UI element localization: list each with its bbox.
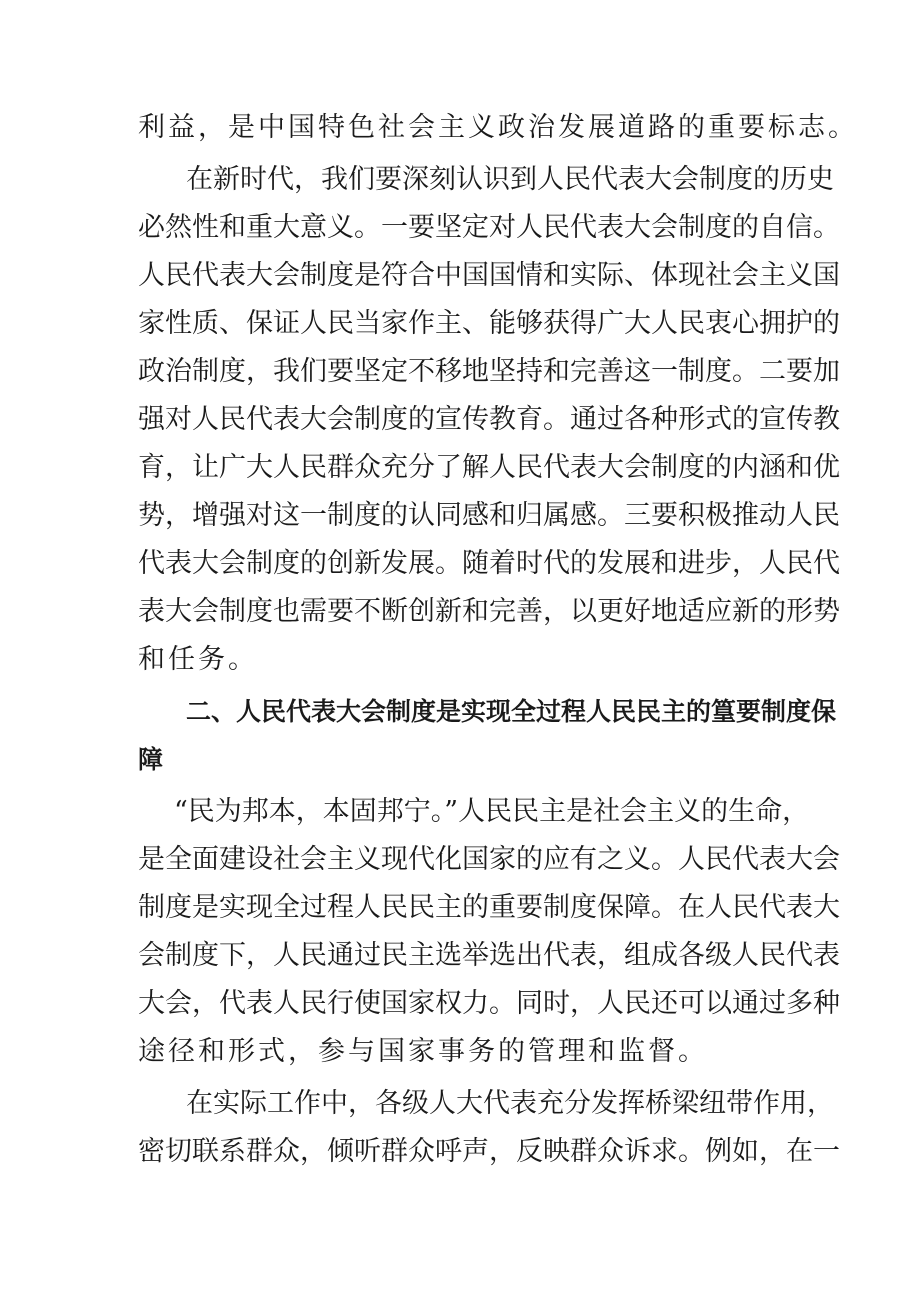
paragraph-line: 途径和形式，参与国家事务的管理和监督。 (138, 1036, 708, 1067)
paragraph-line: 大会，代表人民行使国家权力。同时，人民还可以通过多种 (138, 988, 840, 1019)
paragraph-line: 政治制度，我们要坚定不移地坚持和完善这一制度。二要加 (138, 356, 840, 387)
paragraph-line: 和任务。 (138, 644, 258, 675)
paragraph-line: 人民代表大会制度是符合中国国情和实际、体现社会主义国 (138, 260, 840, 291)
paragraph-line: 在实际工作中，各级人大代表充分发挥桥梁纽带作用， (186, 1088, 834, 1119)
paragraph-line: 育，让广大人民群众充分了解人民代表大会制度的内涵和优 (138, 452, 840, 483)
paragraph-line: 代表大会制度的创新发展。随着时代的发展和进步，人民代 (138, 548, 840, 579)
paragraph-line: 是全面建设社会主义现代化国家的应有之义。人民代表大会 (138, 844, 840, 875)
section-heading-continued: 障 (138, 745, 164, 774)
paragraph-line: 制度是实现全过程人民民主的重要制度保障。在人民代表大 (138, 892, 840, 923)
paragraph-line: 在新时代，我们要深刻认识到人民代表大会制度的历史 (186, 164, 834, 195)
paragraph-line: 必然性和重大意义。一要坚定对人民代表大会制度的自信。 (138, 212, 840, 243)
paragraph-line: 利益，是中国特色社会主义政治发展道路的重要标志。 (138, 112, 858, 143)
paragraph-line: 势，增强对这一制度的认同感和归属感。三要积极推动人民 (138, 500, 840, 531)
paragraph-line: 密切联系群众，倾听群众呼声，反映群众诉求。例如，在一 (138, 1136, 840, 1167)
paragraph-line: 表大会制度也需要不断创新和完善，以更好地适应新的形势 (138, 596, 840, 627)
section-heading: 二、人民代表大会制度是实现全过程人民民主的篁要制度保 (186, 697, 837, 726)
paragraph-line: 家性质、保证人民当家作主、能够获得广大人民衷心拥护的 (138, 308, 840, 339)
paragraph-line: 强对人民代表大会制度的宣传教育。通过各种形式的宣传教 (138, 404, 840, 435)
paragraph-line: 会制度下，人民通过民主选举选出代表，组成各级人民代表 (138, 940, 840, 971)
paragraph-line: “民为邦本，本固邦宁。”人民民主是社会主义的生命， (174, 796, 810, 827)
